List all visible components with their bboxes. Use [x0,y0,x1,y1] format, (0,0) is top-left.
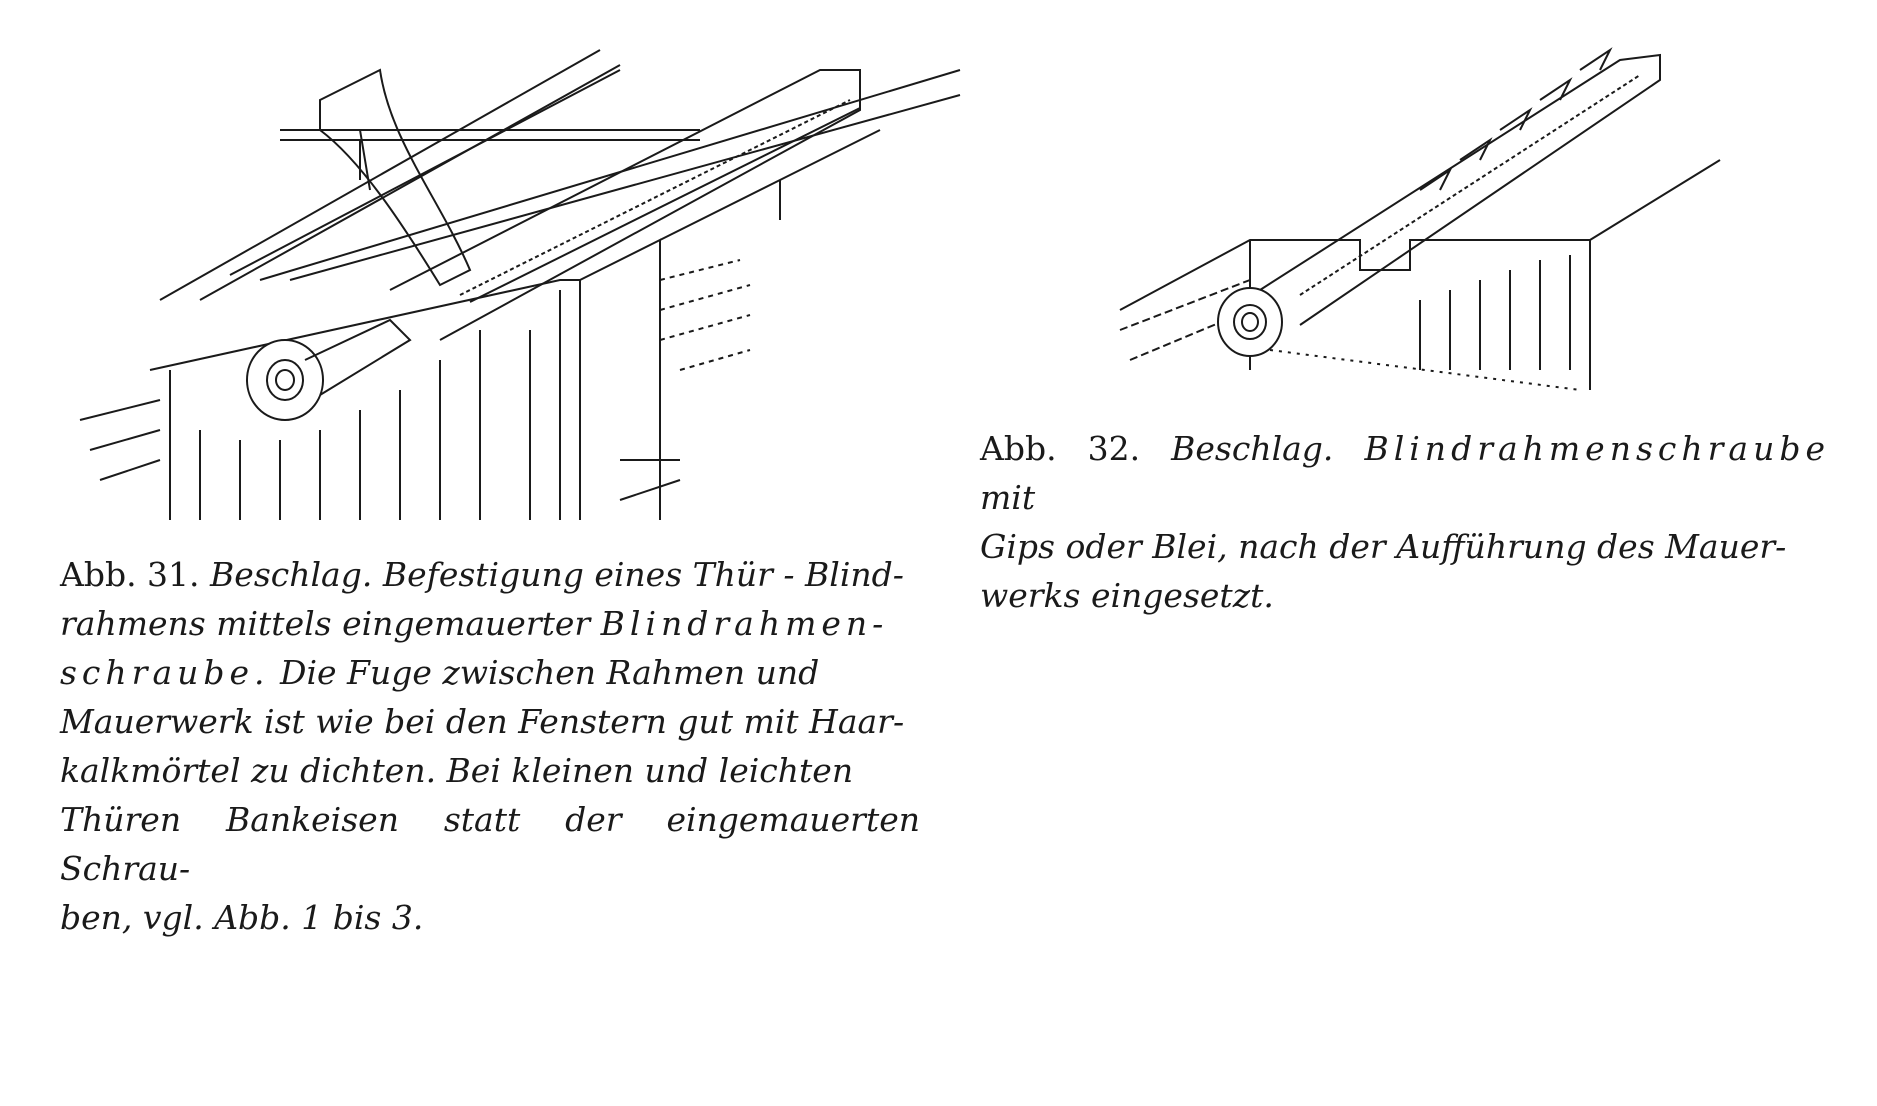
caption-text: Beschlag. [1140,429,1365,468]
caption-text: ben, vgl. Abb. 1 bis 3. [60,898,424,937]
caption-text: Blindrahmenschraube [1364,429,1830,468]
caption-text: Die Fuge zwischen Rahmen und [269,653,820,692]
figure-32-drawing [1100,40,1820,410]
caption-line [60,648,920,697]
caption-text: Gips oder Blei, nach der Aufführung des Mauer- [980,527,1787,566]
caption-text: Mauerwerk ist wie bei den Fenstern gut mit Haar- [60,702,905,741]
figure-31-caption [60,550,920,942]
caption-line [980,522,1830,571]
caption-line [60,893,920,942]
caption-line [60,746,920,795]
figure-32-caption [980,424,1830,620]
caption-text: Blindrahmen- [600,604,889,643]
caption-text: kalkmörtel zu dichten. Bei kleinen und leichten [60,751,854,790]
caption-line [60,795,920,893]
figure-label: Abb. 31. [60,555,200,594]
caption-line [980,571,1830,620]
caption-text: Beschlag. Befestigung eines Thür - Blind- [199,555,904,594]
caption-text: rahmens mittels eingemauerter [60,604,601,643]
figure-label: Abb. 32. [980,429,1141,468]
caption-text: Thüren Bankeisen statt der eingemauerten Schrau- [60,800,920,888]
caption-line [980,424,1830,522]
caption-line [60,550,920,599]
caption-text: werks eingesetzt. [980,576,1274,615]
caption-text: mit [980,478,1036,517]
caption-line [60,697,920,746]
caption-text: schraube. [60,653,270,692]
figure-31-drawing [60,40,980,520]
caption-line [60,599,920,648]
